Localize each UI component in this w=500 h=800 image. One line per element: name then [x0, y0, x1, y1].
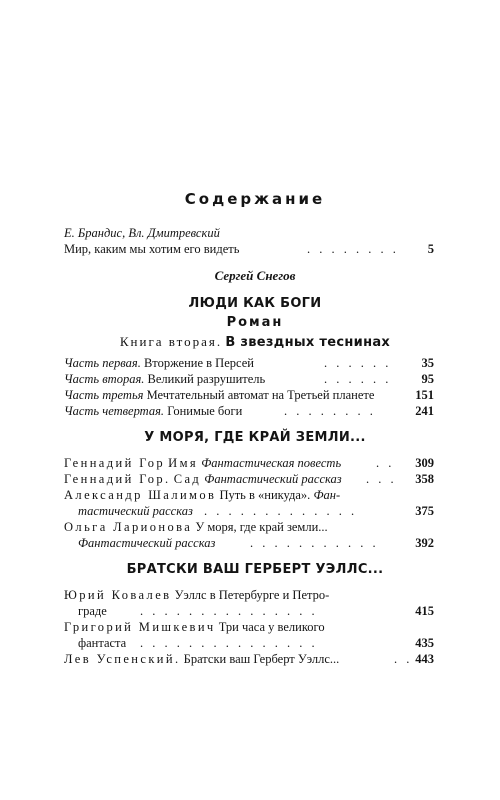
- page-number: 95: [421, 372, 434, 386]
- entry-title: У моря, где край земли...: [195, 520, 328, 534]
- entry-genre-part1: Фан-: [313, 488, 341, 502]
- toc-title: Содержание: [184, 190, 326, 208]
- intro-authors-row: [64, 226, 434, 242]
- dot-leader: . . .: [366, 472, 397, 486]
- entry-author: Лев Успенский.: [64, 652, 181, 666]
- entry-genre: Фантастический рассказ: [78, 536, 216, 550]
- toc-entry: [64, 372, 434, 388]
- dot-leader: . . . . . . . .: [284, 404, 376, 418]
- dot-leader: . . . . . .: [324, 356, 392, 370]
- entry-title: Путь в «никуда».: [219, 488, 311, 502]
- page-number: 241: [415, 404, 434, 418]
- part-label: Часть четвертая.: [64, 404, 165, 418]
- page-number: 358: [415, 472, 434, 486]
- book-title: В звездных теснинах: [225, 335, 391, 350]
- dot-leader: . . . . . . . . . . . . . . .: [140, 636, 318, 650]
- toc-entry: [64, 652, 434, 668]
- page-number: 309: [415, 456, 434, 470]
- entry-title: Три часа у великого: [218, 620, 325, 634]
- entry-title: Сад: [173, 472, 202, 486]
- toc-entry-continued: [64, 636, 434, 652]
- part-title: Великий разрушитель: [147, 372, 266, 386]
- intro-title: Мир, каким мы хотим его видеть: [64, 242, 240, 256]
- toc-entry: [64, 356, 434, 372]
- entry-author: Юрий Ковалев: [64, 588, 172, 602]
- entry-genre: Фантастический рассказ: [204, 472, 342, 486]
- entry-genre-part2: тастический рассказ: [78, 504, 193, 518]
- dot-leader: . . . . . . . . . . . . .: [204, 504, 358, 518]
- page-number: 5: [427, 242, 434, 256]
- intro-entry: [64, 242, 434, 258]
- dot-leader: . .: [376, 456, 395, 470]
- intro-authors: Е. Брандис, Вл. Дмитревский: [64, 226, 220, 240]
- entry-author: Александр Шалимов: [64, 488, 217, 502]
- entry-genre: Фантастическая повесть: [201, 456, 342, 470]
- dot-leader: . . . . . . . . . . . . . . .: [140, 604, 318, 618]
- toc-entry-continued: [64, 604, 434, 620]
- dot-leader: . . . . . . . .: [307, 242, 399, 256]
- toc-entry-continued: [64, 536, 434, 552]
- toc-entry: [64, 472, 434, 488]
- section2-title: У МОРЯ, ГДЕ КРАЙ ЗЕМЛИ...: [144, 430, 366, 445]
- section1-author: Сергей Снегов: [214, 268, 296, 283]
- toc-entry: [64, 388, 434, 404]
- toc-entry: [64, 404, 434, 420]
- entry-title: Имя: [168, 456, 199, 470]
- part-label: Часть третья: [64, 388, 144, 402]
- section3-title: БРАТСКИ ВАШ ГЕРБЕРТ УЭЛЛС...: [126, 562, 384, 577]
- entry-author: Геннадий Гор: [64, 456, 166, 470]
- entry-title: Уэллс в Петербурге и Петро-: [174, 588, 330, 602]
- entry-author: Ольга Ларионова: [64, 520, 193, 534]
- section1-book-line: [50, 334, 460, 350]
- entry-author: Геннадий Гор.: [64, 472, 171, 486]
- part-label: Часть вторая.: [64, 372, 145, 386]
- page-number: 443: [415, 652, 434, 666]
- toc-entry: [64, 520, 434, 536]
- part-title: Мечтательный автомат на Третьей планете: [146, 388, 375, 402]
- page-number: 375: [415, 504, 434, 518]
- page-number: 392: [415, 536, 434, 550]
- entry-title: Братски ваш Герберт Уэллс...: [183, 652, 340, 666]
- page-number: 35: [421, 356, 434, 370]
- page-number: 151: [415, 388, 434, 402]
- part-title: Гонимые боги: [167, 404, 243, 418]
- toc-entry: [64, 588, 434, 604]
- toc-entry: [64, 620, 434, 636]
- page-number: 435: [415, 636, 434, 650]
- dot-leader: . . . . . . . . . . .: [250, 536, 379, 550]
- part-title: Вторжение в Персей: [143, 356, 254, 370]
- toc-entry: [64, 456, 434, 472]
- page-number: 415: [415, 604, 434, 618]
- toc-entry-continued: [64, 504, 434, 520]
- entry-author: Григорий Мишкевич: [64, 620, 216, 634]
- section1-title: ЛЮДИ КАК БОГИ: [188, 296, 322, 311]
- book-prefix: Книга вторая.: [119, 334, 223, 349]
- dot-leader: . .: [394, 652, 413, 666]
- entry-title-continued: фантаста: [78, 636, 127, 650]
- section1-genre: Роман: [226, 315, 284, 330]
- dot-leader: . . . . . .: [324, 372, 392, 386]
- part-label: Часть первая.: [64, 356, 141, 370]
- toc-entry: [64, 488, 434, 504]
- entry-title-continued: граде: [78, 604, 107, 618]
